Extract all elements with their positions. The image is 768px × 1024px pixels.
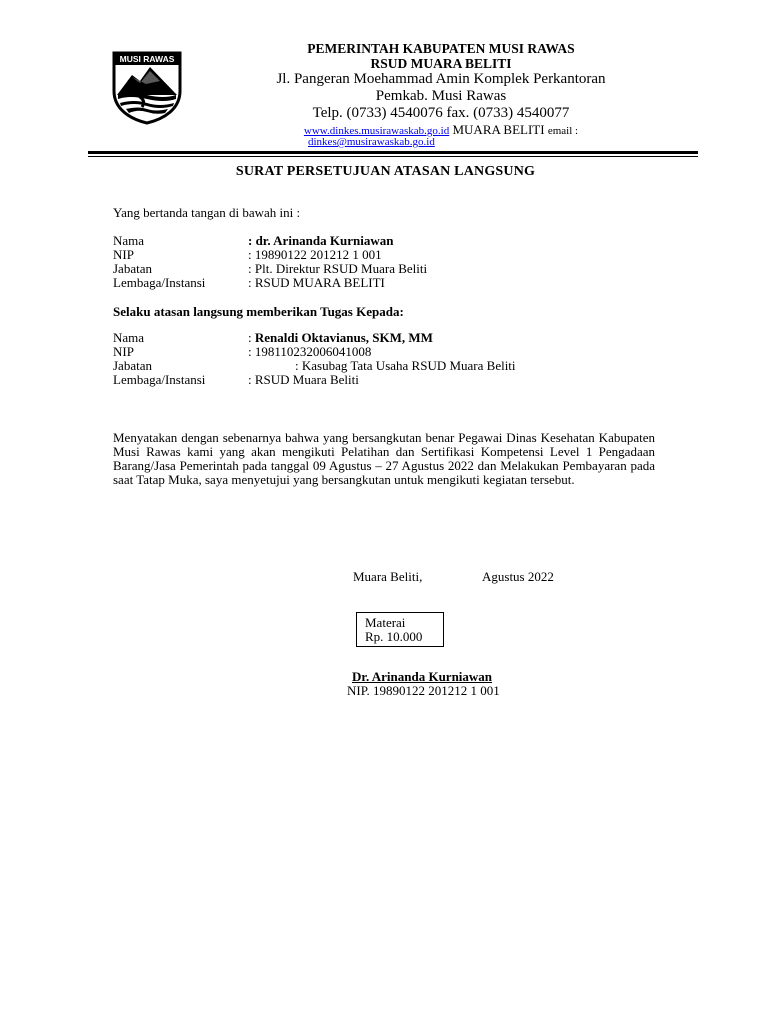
letterhead-address-2: Pemkab. Musi Rawas <box>375 88 507 104</box>
letterhead-email-row <box>196 137 686 150</box>
field-value: : 19890122 201212 1 001 <box>248 247 382 262</box>
signer-nip: NIP. 19890122 201212 1 001 <box>347 683 500 698</box>
letterhead-city: MUARA BELITI <box>449 122 548 137</box>
stamp-duty-label: Materai <box>365 615 406 630</box>
signing-date: Agustus 2022 <box>482 569 554 584</box>
field-value: : 198110232006041008 <box>248 344 372 359</box>
emblem-text: MUSI RAWAS <box>119 54 175 64</box>
field-label: Jabatan <box>113 261 152 276</box>
field-value: : RSUD Muara Beliti <box>248 372 359 387</box>
field-label: Nama <box>113 330 145 345</box>
field-label: Lembaga/Instansi <box>113 275 206 290</box>
intro-text: Yang bertanda tangan di bawah ini : <box>113 205 301 220</box>
letterhead <box>196 42 686 150</box>
musi-rawas-emblem-icon <box>110 51 184 125</box>
letterhead-contact <box>196 123 686 137</box>
letterhead-divider-thin <box>88 156 698 157</box>
field-value-group <box>248 331 433 345</box>
signer-name: Dr. Arinanda Kurniawan <box>352 669 493 684</box>
field-label: Lembaga/Instansi <box>113 372 206 387</box>
signing-place: Muara Beliti, <box>353 569 423 584</box>
email-link[interactable]: dinkes@musirawaskab.go.id <box>308 136 435 148</box>
field-label: NIP <box>113 344 134 359</box>
field-value: : RSUD MUARA BELITI <box>248 275 385 290</box>
field-value: Renaldi Oktavianus, SKM, MM <box>254 330 433 345</box>
field-label: Nama <box>113 233 145 248</box>
website-link[interactable]: www.dinkes.musirawaskab.go.id <box>303 125 450 137</box>
letterhead-phone: Telp. (0733) 4540076 fax. (0733) 4540077 <box>312 105 570 121</box>
field-value: : Kasubag Tata Usaha RSUD Muara Beliti <box>295 358 516 373</box>
letterhead-government: PEMERINTAH KABUPATEN MUSI RAWAS <box>307 41 575 56</box>
section-heading: Selaku atasan langsung memberikan Tugas Kepada: <box>113 304 404 319</box>
field-value: : dr. Arinanda Kurniawan <box>248 233 394 248</box>
field-colon: : <box>248 330 255 345</box>
stamp-duty-amount: Rp. 10.000 <box>365 629 423 644</box>
field-label: Jabatan <box>113 358 152 373</box>
letterhead-hospital: RSUD MUARA BELITI <box>370 56 512 71</box>
email-label: email : <box>547 125 579 137</box>
field-value: : Plt. Direktur RSUD Muara Beliti <box>248 261 428 276</box>
document-title: SURAT PERSETUJUAN ATASAN LANGSUNG <box>235 164 536 179</box>
letterhead-address: Jl. Pangeran Moehammad Amin Komplek Perkantoran <box>276 71 606 87</box>
field-label: NIP <box>113 247 134 262</box>
letterhead-divider-thick <box>88 151 698 154</box>
statement-paragraph: Menyatakan dengan sebenarnya bahwa yang bersangkutan benar Pegawai Dinas Kesehatan Kabupaten Musi Rawas kami yang akan mengikuti Pelatihan dan Sertifikasi Kompetensi Level 1 Pengadaan Barang/Jasa Pemerintah pada tanggal 09 Agustus – 27 Agustus 2022 dan Melakukan Pembayaran pada saat Tatap Muka, saya menyetujui yang bersangkutan untuk mengikuti kegiatan tersebut. <box>113 430 655 487</box>
stamp-duty-box <box>356 612 444 647</box>
